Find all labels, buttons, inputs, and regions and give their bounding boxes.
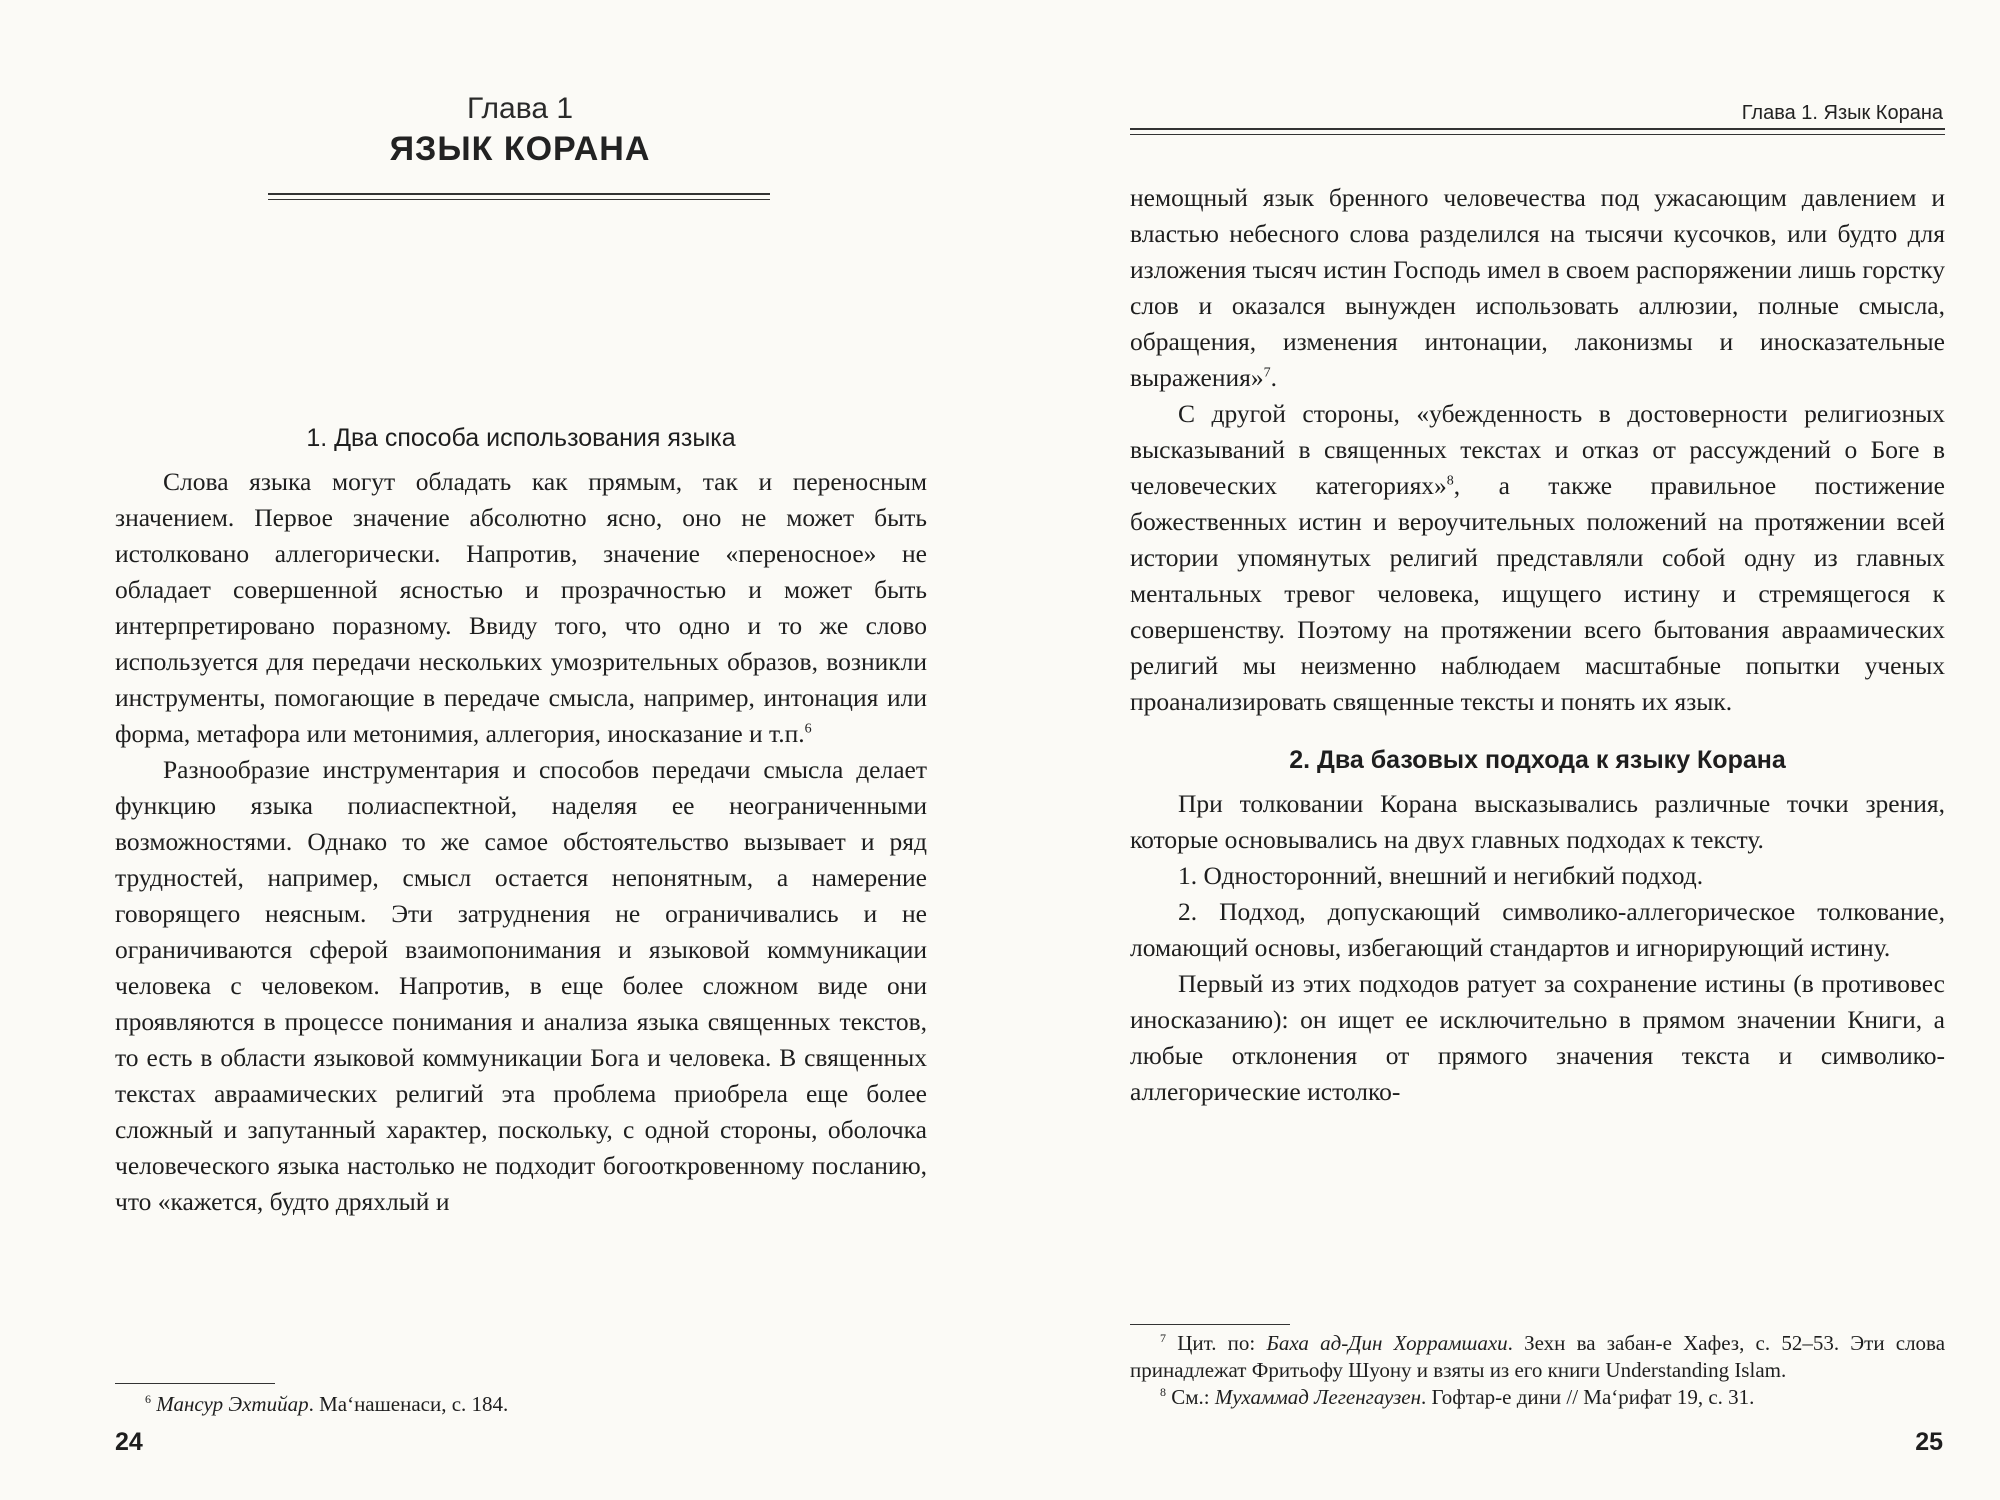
paragraph: Разнообразие инструментария и способов передачи смысла делает функцию языка полиаспектной, наделяя ее неограниченными возможностями. Однако то же самое обстоятельство вызывает и ряд трудностей, например, смысл остается непонятным, а намерение говорящего неясным. Эти затруднения не ограничивались и не ограничиваются сферой взаимопонимания и языковой коммуникации человека с человеком. Напротив, в еще более сложном виде они проявляются в процессе понимания и анализа языка священных текстов, то есть в области языковой коммуникации Бога и человека. В священных текстах авраамических религий эта проблема приобрела еще более сложный и запутанный характер, поскольку, с одной стороны, оболочка человеческого языка настолько не подходит богооткровенному посланию, что «кажется, будто дряхлый и — [115, 755, 927, 1216]
section-heading: 1. Два способа использования языка — [306, 424, 736, 452]
chapter-number: Глава 1 — [466, 92, 574, 125]
paragraph: немощный язык бренного человечества под ужасающим давлением и властью небесного слова разделился на тысячи кусочков, или будто для изложения тысяч истин Господь имел в своем распоряжении лишь горстку слов и оказался вынужден использовать аллюзии, полные смысла, обращения, изменения интонации, лаконизмы и иносказательные выражения»$^7$. — [1130, 183, 1945, 392]
footnotes — [115, 1391, 927, 1418]
footnote: $^6$ Мансур Эхтийар. Ма‘нашенаси, с. 184. — [145, 1392, 509, 1416]
left-body — [115, 420, 927, 1220]
list-item: 2. Подход, допускающий символико-аллегорическое толкование, ломающий основы, избегающий стандартов и игнорирующий истину. — [1130, 897, 1945, 962]
footnote-ref: 6 — [804, 721, 812, 737]
paragraph: При толковании Корана высказывались различные точки зрения, которые основывались на двух главных подходах к тексту. — [1130, 789, 1945, 854]
chapter-divider — [268, 193, 770, 200]
footnote: $^7$ Цит. по: Баха ад-Дин Хоррамшахи. Зехн ва забан-е Хафез, с. 52–53. Эти слова принадлежат Фритьофу Шуону и взяты из его книги Understanding Islam. — [1130, 1331, 1946, 1382]
right-body — [1130, 180, 1945, 1110]
chapter-title: ЯЗЫК КОРАНА — [389, 130, 651, 168]
section-heading: 2. Два базовых подхода к языку Корана — [1289, 746, 1786, 774]
paragraph: С другой стороны, «убежденность в достоверности религиозных высказываний в священных текстах и отказ от рассуждений о Боге в человеческих категориях»$^8$, а также правильное постижение божественных истин и вероучительных положений на протяжении всей истории упомянутых религий представляли собой одну из главных ментальных тревог человека, ищущего истину и стремящегося к совершенству. Поэтому на протяжении всего бытования авраамических религий мы неизменно наблюдаем масштабные попытки ученых проанализировать священные тексты и понять их язык. — [1130, 399, 1945, 716]
footnote-rule — [1130, 1324, 1290, 1325]
footnote-ref: 8 — [1446, 473, 1454, 489]
running-head: Глава 1. Язык Корана — [1741, 102, 1943, 124]
page-number: 25 — [1915, 1428, 1943, 1456]
right-page — [1000, 0, 2000, 1500]
paragraph: Слова языка могут обладать как прямым, так и переносным значением. Первое значение абсолютно ясно, оно не может быть истолковано аллегорически. Напротив, значение «переносное» не обладает совершенной ясностью и прозрачностью и может быть интерпретировано поразному. Ввиду того, что одно и то же слово используется для передачи нескольких умозрительных образов, возникли инструменты, помогающие в передаче смысла, например, интонация или форма, метафора или метонимия, аллегория, иносказание и т.п.$^6$ — [115, 467, 927, 748]
footnotes — [1130, 1330, 1945, 1411]
page-number: 24 — [115, 1428, 143, 1456]
header-divider — [1130, 128, 1945, 135]
footnote-rule — [115, 1383, 275, 1384]
list-item: 1. Односторонний, внешний и негибкий подход. — [1178, 861, 1704, 890]
paragraph: Первый из этих подходов ратует за сохранение истины (в противовес иносказанию): он ищет ее исключительно в прямом значении Книги, а любые отклонения от прямого значения текста и символико-аллегорические истолко- — [1130, 969, 1945, 1106]
footnote-ref: 7 — [1263, 365, 1271, 381]
footnote: $^8$ См.: Мухаммад Легенгаузен. Гофтар-е дини // Ма‘рифат 19, с. 31. — [1160, 1385, 1755, 1409]
